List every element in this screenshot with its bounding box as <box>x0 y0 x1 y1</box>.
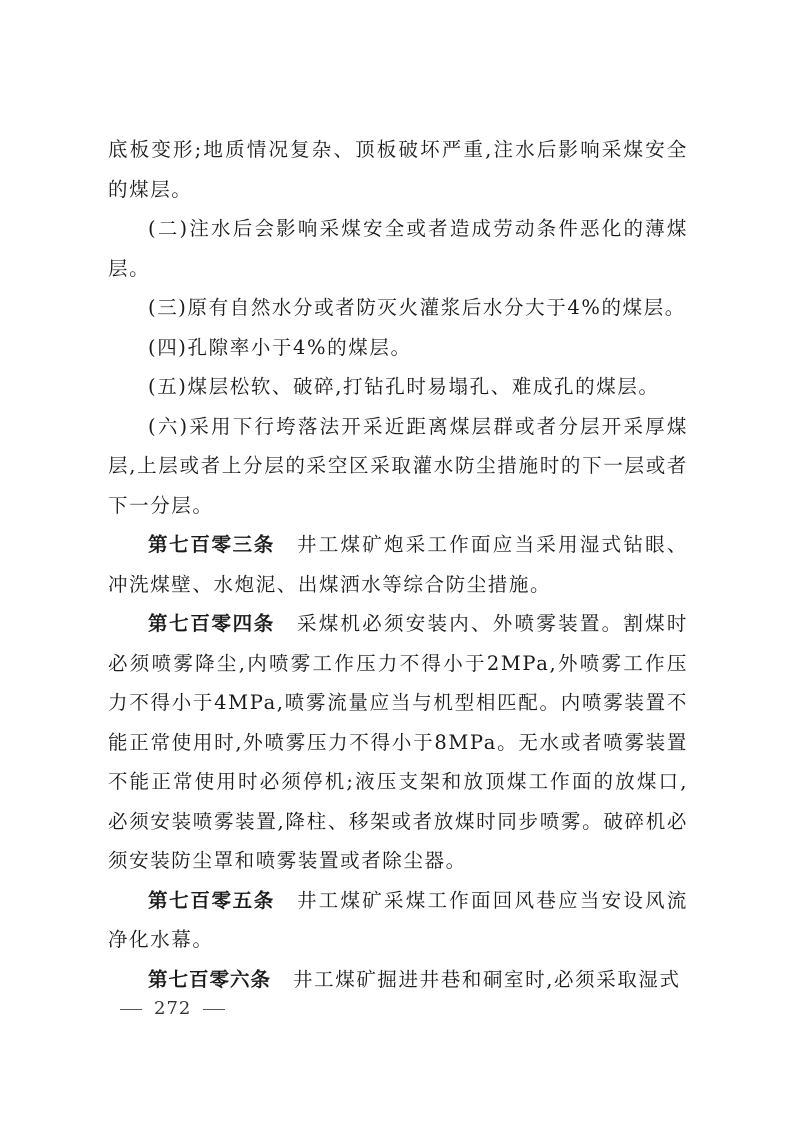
document-body <box>108 130 688 999</box>
paragraph-item-2: (二)注水后会影响采煤安全或者造成劳动条件恶化的薄煤层。 <box>108 217 688 280</box>
page-footer <box>108 998 237 1019</box>
paragraph-item-4: (四)孔隙率小于4%的煤层。 <box>148 335 412 359</box>
article-703-title: 第七百零三条 <box>148 533 275 556</box>
page-number: 272 <box>154 998 192 1019</box>
article-706-title: 第七百零六条 <box>148 967 272 991</box>
article-705-text: 井工煤矿采煤工作面回风巷应当安设风流净化水幕。 <box>108 888 688 951</box>
article-704 <box>108 604 688 881</box>
paragraph-continuation: 底板变形;地质情况复杂、顶板破坏严重,注水后影响采煤安全的煤层。 <box>108 138 688 201</box>
article-705-title: 第七百零五条 <box>148 888 275 912</box>
footer-dash-left <box>120 1009 142 1010</box>
paragraph-item-6: (六)采用下行垮落法开采近距离煤层群或者分层开采厚煤层,上层或者上分层的采空区采取灌水防尘措施时的下一层或者下一分层。 <box>108 414 688 517</box>
paragraph-item-3: (三)原有自然水分或者防灭火灌浆后水分大于4%的煤层。 <box>148 296 686 319</box>
paragraph-item-5: (五)煤层松软、破碎,打钻孔时易塌孔、难成孔的煤层。 <box>148 375 660 398</box>
article-706-text: 井工煤矿掘进井巷和硐室时,必须采取湿式 <box>293 967 681 991</box>
footer-dash-right <box>203 1009 225 1010</box>
article-706 <box>108 960 688 1000</box>
article-704-title: 第七百零四条 <box>148 612 275 635</box>
article-705 <box>108 881 688 960</box>
article-704-text: 采煤机必须安装内、外喷雾装置。割煤时必须喷雾降尘,内喷雾工作压力不得小于2MPa,外喷雾工作压力不得小于4MPa,喷雾流量应当与机型相匹配。内喷雾装置不能正常使用时,外喷雾压力不得小于8MPa。无水或者喷雾装置不能正常使用时必须停机;液压支架和放顶煤工作面的放煤口,必须安装喷雾装置,降柱、移架或者放煤时同步喷雾。破碎机必须安装防尘罩和喷雾装置或者除尘器。 <box>108 612 688 872</box>
article-703-text: 井工煤矿炮采工作面应当采用湿式钻眼、冲洗煤壁、水炮泥、出煤洒水等综合防尘措施。 <box>108 533 688 596</box>
article-703 <box>108 525 688 604</box>
